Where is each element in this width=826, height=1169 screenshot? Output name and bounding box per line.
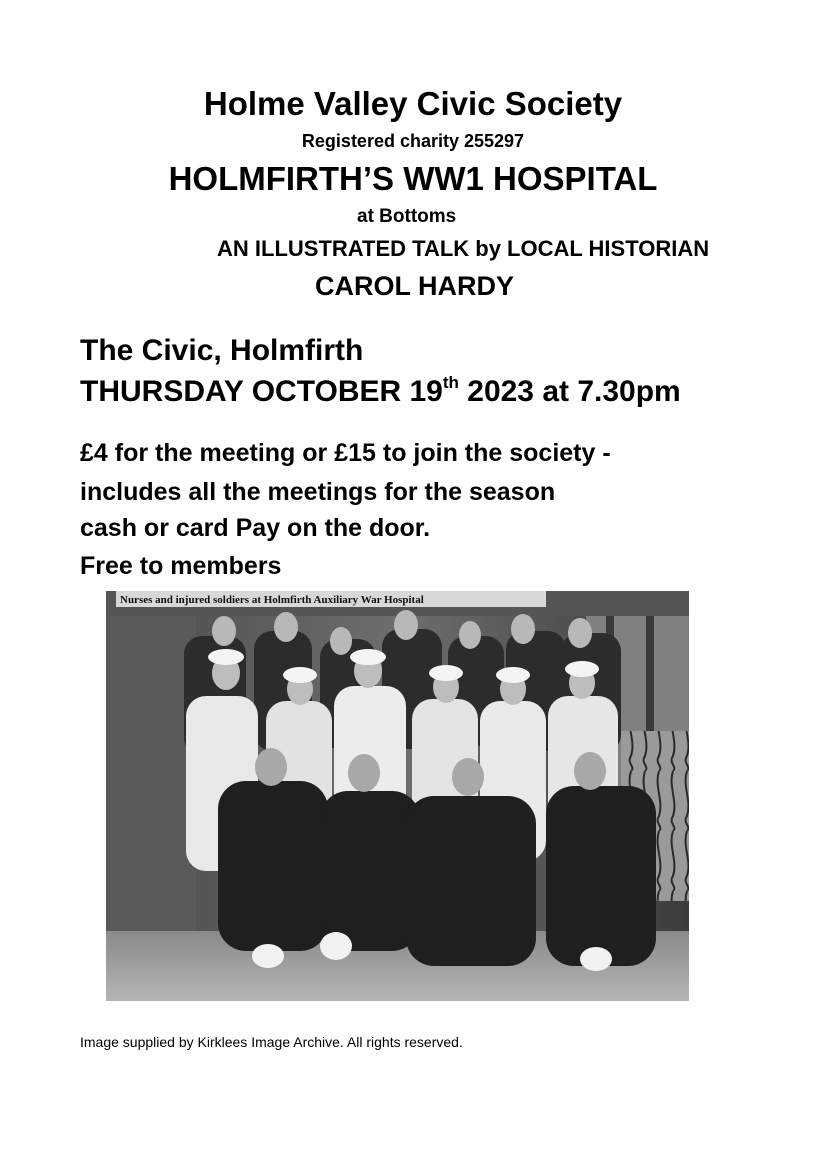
event-date (80, 373, 681, 408)
talk-title: HOLMFIRTH’S WW1 HOSPITAL (168, 160, 658, 197)
price-line-1: £4 for the meeting or £15 to join the society - (80, 439, 611, 467)
talk-description: AN ILLUSTRATED TALK by LOCAL HISTORIAN (217, 236, 710, 261)
event-venue: The Civic, Holmfirth (80, 334, 364, 367)
image-credit: Image supplied by Kirklees Image Archive. All rights reserved. (80, 1034, 463, 1050)
society-name: Holme Valley Civic Society (203, 85, 623, 122)
price-line-4: Free to members (80, 552, 282, 580)
historic-group-photo (106, 591, 689, 1001)
event-date-main: THURSDAY OCTOBER 19 (80, 375, 443, 408)
photo-caption: Nurses and injured soldiers at Holmfirth Auxiliary War Hospital (120, 594, 424, 606)
charity-number: Registered charity 255297 (301, 131, 525, 151)
price-line-3: cash or card Pay on the door. (80, 514, 431, 542)
event-date-time: 2023 at 7.30pm (458, 375, 681, 408)
talk-location: at Bottoms (357, 206, 457, 227)
event-date-ordinal: th (442, 373, 459, 392)
price-line-2: includes all the meetings for the season (80, 478, 556, 506)
speaker-name: CAROL HARDY (315, 271, 515, 301)
